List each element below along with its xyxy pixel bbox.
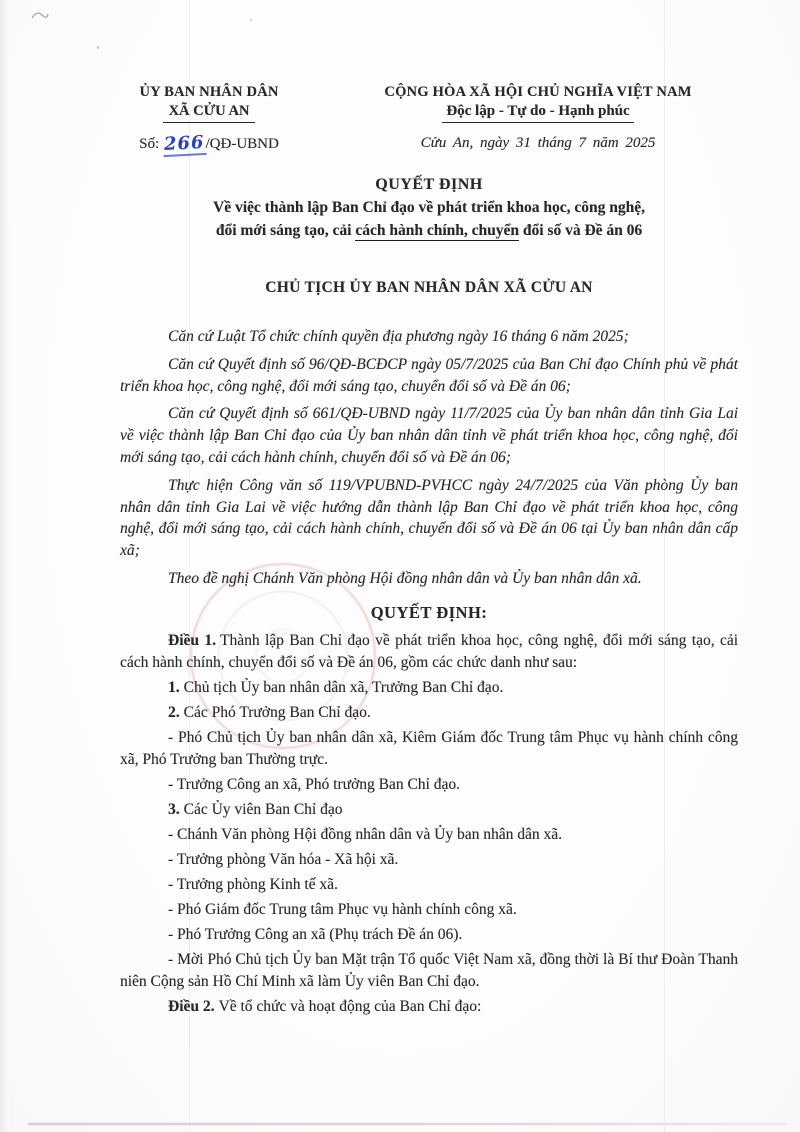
article-paragraph: 1. Chủ tịch Ủy ban nhân dân xã, Trưởng Ban Chỉ đạo. (168, 678, 504, 696)
article-paragraph: 2. Các Phó Trưởng Ban Chỉ đạo. (168, 703, 371, 721)
article-paragraph: Điều 2. Về tổ chức và hoạt động của Ban Chỉ đạo: (168, 997, 482, 1015)
number-suffix: /QĐ-UBND (205, 136, 279, 152)
decision-heading: QUYẾT ĐỊNH: (370, 602, 488, 622)
commune-name: XÃ CỬU AN (120, 103, 298, 123)
scan-edge-shadow (0, 0, 9, 1132)
national-title: CỘNG HÒA XÃ HỘI CHỦ NGHĨA VIỆT NAM (384, 84, 692, 100)
number-prefix: Số: (139, 136, 160, 152)
subject-line-2: đổi mới sáng tạo, cải cách hành chính, chuyển đổi số và Đề án 06 (215, 222, 643, 239)
org-name: ỦY BAN NHÂN DÂN (139, 84, 279, 100)
article-paragraph: - Trưởng phòng Kinh tế xã. (168, 875, 338, 893)
scan-speck (97, 46, 99, 49)
article-paragraph: - Phó Chủ tịch Ủy ban nhân dân xã, Kiêm Giám đốc Trung tâm Phục vụ hành chính công xã, Phó Trưởng ban Thường trực. (120, 728, 738, 768)
preamble-paragraph: Căn cứ Quyết định số 96/QĐ-BCĐCP ngày 05/7/2025 của Ban Chỉ đạo Chính phủ về phát triển khoa học, công nghệ, đổi mới sáng tạo, chuyển đổi số và Đề án 06; (120, 355, 738, 395)
document-number (120, 131, 298, 156)
article-paragraph: - Trưởng Công an xã, Phó trưởng Ban Chỉ đạo. (168, 775, 460, 793)
pen-squiggle-mark (31, 9, 49, 21)
preamble-paragraph: Căn cứ Quyết định số 661/QĐ-UBND ngày 11/7/2025 của Ủy ban nhân dân tỉnh Gia Lai về việc thành lập Ban Chỉ đạo của Ủy ban nhân dân tỉnh về phát triển khoa học, công nghệ, đổi mới sáng tạo, cải cách hành chính, chuyển đổi số và Đề án 06; (120, 405, 738, 466)
title-block (120, 176, 738, 297)
issuing-authority-line: CHỦ TỊCH ỦY BAN NHÂN DÂN XÃ CỬU AN (265, 279, 593, 296)
underlined-phrase: cách hành chính, chuyển (355, 222, 519, 239)
issuing-org-block (120, 84, 298, 155)
article-paragraph: 3. Các Ủy viên Ban Chỉ đạo (168, 800, 343, 818)
subject-line-1: Về việc thành lập Ban Chỉ đạo về phát triển khoa học, công nghệ, (213, 199, 645, 216)
article-paragraph: Điều 1. Thành lập Ban Chỉ đạo về phát triển khoa học, công nghệ, đổi mới sáng tạo, cải cách hành chính, chuyển đổi số và Đề án 06, gồm các chức danh như sau: (120, 631, 739, 671)
scan-bottom-edge-line (28, 1123, 786, 1125)
article-paragraph: - Phó Trưởng Công an xã (Phụ trách Đề án 06). (168, 925, 463, 943)
doc-subject (120, 196, 738, 242)
preamble-paragraph: Căn cứ Luật Tổ chức chính quyền địa phương ngày 16 tháng 6 năm 2025; (168, 328, 629, 345)
preamble-paragraph: Thực hiện Công văn số 119/VPUBND-PVHCC ngày 24/7/2025 của Văn phòng Ủy ban nhân dân tỉnh Gia Lai về việc hướng dẫn thành lập Ban Chỉ đạo về phát triển khoa học, công nghệ, đổi mới sáng tạo, cải cách hành chính, chuyển đổi số và Đề án 06 tại Ủy ban nhân dân cấp xã; (120, 476, 738, 560)
preamble (120, 326, 738, 590)
article-paragraph: - Trưởng phòng Văn hóa - Xã hội xã. (168, 850, 399, 868)
handwritten-number: 266 (162, 134, 206, 157)
articles (120, 630, 738, 1018)
place-dateline: Cửu An, ngày 31 tháng 7 năm 2025 (420, 135, 656, 151)
preamble-paragraph: Theo đề nghị Chánh Văn phòng Hội đồng nhân dân và Ủy ban nhân dân xã. (168, 569, 642, 587)
article-paragraph: - Phó Giám đốc Trung tâm Phục vụ hành chính công xã. (168, 900, 517, 918)
article-paragraph: - Chánh Văn phòng Hội đồng nhân dân và Ủy ban nhân dân xã. (168, 825, 563, 843)
document-content (120, 84, 738, 1018)
article-paragraph: - Mời Phó Chủ tịch Ủy ban Mặt trận Tổ quốc Việt Nam xã, đồng thời là Bí thư Đoàn Thanh niên Cộng sản Hồ Chí Minh xã làm Ủy viên Ban Chỉ đạo. (120, 950, 738, 990)
national-motto: Độc lập - Tự do - Hạnh phúc (358, 103, 718, 123)
scan-speck (250, 19, 252, 21)
document-header (120, 84, 738, 156)
doc-type-title: QUYẾT ĐỊNH (375, 176, 483, 193)
national-header-block (358, 84, 718, 152)
